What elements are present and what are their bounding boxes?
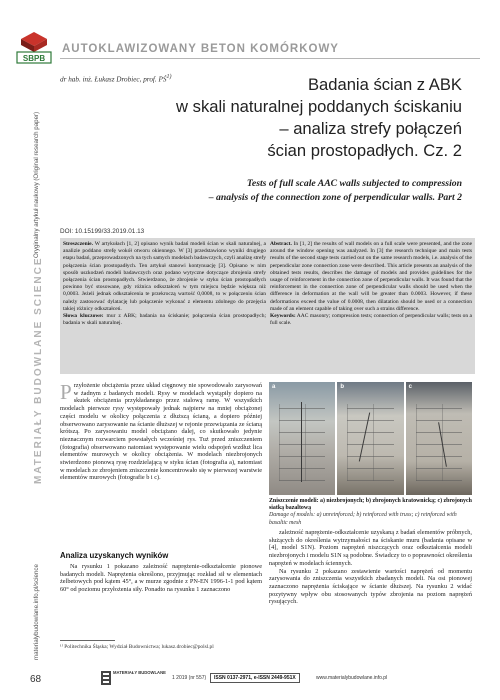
keywords-pl-text: mur z ABK; badania na ściskanie; połączenia ścian prostopadłych; badania w skali naturalnej. [63, 313, 266, 327]
caption-en: Damage of models: a) unreinforced; b) reinforced with truss; c) reinforced with basaltic mesh [269, 512, 457, 526]
keywords-en-text: AAC masonry; compression tests; connection of perpendicular walls; tests on a full scale. [270, 313, 472, 327]
photo-basalt-mesh-reinforced [406, 382, 472, 495]
title-pl-line: Badania ścian z ABK [307, 75, 462, 94]
footer-issue: 1 2019 (nr 557) [172, 675, 207, 681]
abstract-en-text: In [1, 2] the results of wall models on a full scale were presented, and the zone around the window opening was analyzed. In [3] the research technique and main tests results of the second stage tests carried out on the same research models, i.e. analysis of the perpendicular zone connection zone were described. This article presents an analysis of the obtained tests results, describes the damage of models and provides guidelines for the usage of reinforcement in the connection zone of perpendicular walls. It was found that the reinforcement in the connection zone of perpendicular walls should be used when the difference in deformation at the wall will be greater than 0.0003. However, if these deformations exceed the value of 0.0008, then dilatation should be used or a connection made of an element capable of taking over such a strains difference. [270, 241, 473, 312]
body-right-column [269, 529, 472, 606]
keywords-pl-label: Słowa kluczowe: [63, 313, 104, 320]
title-pl-line: ścian prostopadłych. Cz. 2 [267, 141, 462, 160]
article-authors: dr hab. inż. Łukasz Drobiec, prof. PŚ$^{1)}$ [60, 74, 172, 84]
footer-logo-text: MATERIAŁY BUDOWLANE [113, 670, 166, 675]
body-paragraph: Na rysunku 1 pokazano zależność naprężenie-odkształcenie pionowe badanych modeli. Naprężenia określono, przyjmując rozkład sił w elementach żelbetowych pod kątem 45°, a w murze zgodnie z PN-EN 1996-1-1 pod kątem 60° od poziomu przyłożenia siły. Ponadto na rysunku 1 zaznaczono [60, 563, 262, 594]
masonry-texture [416, 404, 462, 481]
masonry-texture [279, 404, 325, 481]
abstract-box [60, 238, 475, 374]
sbpb-logo-icon [14, 30, 54, 64]
page-number: 68 [30, 674, 42, 685]
title-en-line: – analysis of the connection zone of perpendicular walls. Part 2 [208, 192, 462, 203]
body-paragraph: Na rysunku 2 pokazano zestawienie wartości naprężeń od momentu zarysowania do zniszczenia wszystkich zbadanych modeli. Na osi pionowej zaznaczono naprężenia ściskające w ścianie dłuższej. Na rysunku 2 widać pozytywny wpływ obu stosowanych typów zbrojenia na poziom naprężeń rysujących. [269, 567, 472, 606]
photo-truss-reinforced [337, 382, 403, 495]
abstract-pl-text: W artykułach [1, 2] opisano wynik badań modeli ścian w skali naturalnej, a analizie poddano strefę wokół otworu okiennego. W [3] przedstawiono wyniki drugiego etapu badań, przeprowadzonych na tych samych modelach badawczych, czyli analizę strefy połączenia ścian prostopadłych. Ten artykuł stanowi kontynuację [3]. Opisano w nim sposób uszkodzeń modeli badawczych oraz podano wytyczne dotyczące zbrojenia strefy połączenia ścian prostopadłych. Stwierdzono, że zbrojenie w styku ścian prostopadłych powinno być stosowane, gdy różnica odkształceń w tym miejscu będzie większa niż 0,0003. Jeżeli jednak odkształcenia te przekroczą wartość 0,0008, to w połączeniu ścian należy zastosować dylatację lub połączenie wykonać z elementu zdolnego do przejęcia takiej różnicy odkształceń. [63, 241, 266, 312]
crack-line [301, 402, 302, 482]
abstract-en-label: Abstract. [270, 241, 292, 247]
article-title-en [60, 177, 462, 205]
body-paragraph: zależność naprężenie-odkształcenie uzyskaną z badań elementów próbnych, służących do określenia wytrzymałości na ściskanie muru (badania opisane w [4], model S1N). Poziom naprężeń niszczących oraz odkształcenia modeli niezbrojonych i modelu S1N są podobne. Świadczy to o poprawności określenia naprężeń w modelach ściennych. [269, 529, 472, 567]
abstract-en [270, 241, 472, 327]
photo-label: a [272, 384, 276, 390]
figure-photos [269, 382, 472, 495]
caption-pl: Zniszczenie modeli: a) niezbrojonych; b) zbrojonych kratownicką; c) zbrojonych siatką bazaltową [269, 498, 472, 512]
footer-website: www.materialybudowlane.info.pl [316, 675, 388, 681]
journal-name: MATERIAŁY BUDOWLANE SCIENCE [33, 256, 44, 484]
journal-url: materialybudowlane.info.pl/science [33, 564, 40, 660]
keywords-en-label: Keywords: [270, 313, 296, 320]
logo-text: SBPB [22, 54, 46, 63]
body-left-column [60, 382, 262, 482]
photo-label: c [408, 384, 412, 390]
section-header-title: AUTOKLAWIZOWANY BETON KOMÓRKOWY [62, 43, 339, 55]
figure-caption [269, 498, 472, 527]
title-en-line: Tests of full scale AAC walls subjected to compression [246, 178, 462, 189]
body-left-column-2 [60, 563, 262, 594]
title-pl-line: w skali naturalnej poddanych ściskaniu [176, 97, 462, 116]
section-heading: Analiza uzyskanych wyników [60, 551, 169, 560]
drop-cap: P [60, 380, 72, 404]
footnote-divider [60, 640, 115, 641]
title-pl-line: – analiza strefy połączeń [279, 119, 462, 138]
masonry-texture [347, 404, 393, 481]
doi: DOI: 10.15199/33.2019.01.13 [60, 228, 145, 235]
abstract-pl-label: Streszczenie. [63, 241, 93, 247]
body-paragraph: rzyłożenie obciążenia przez układ cięgnowy nie spowodowało zarysowań w żadnym z badanych modeli. Rysy w modelach wystąpiły dopiero na skutek obciążenia przykładanego przez stalową ramę. W wszystkich modelach pierwsze rysy występowały jednak najpierw na mniej obciążonej części modelu w okolicy połączenia z dłuższą ścianą, a dopiero później obserwowano zarysowanie na ścianie dłuższej w rejonie przewiązania ze ścianą krótszą. Po zarysowaniu model obciążano dalej, co skutkowało jedynie nieznacznym rozwarciem powstałych wcześniej rys. Tuż przed zniszczeniem (fotografia) obserwowano natomiast występowanie wielu odspojeń wzdłuż lica elementów murowych w okolicy obciążenia. W modelach niezbrojonych stwierdzono pionową rysę rozdzielającą w styku ścian (fotografia a), natomiast w modelach ze zbrojeniem zniszczenie koncentrowało się w pierwszej warstwie elementów murowych (fotografie b i c). [60, 382, 262, 482]
abstract-pl [63, 241, 266, 327]
footer-issn: ISSN 0137-2971, e-ISSN 2449-951X [210, 673, 300, 683]
footnote: ¹⁾ Politechnika Śląska; Wydział Budownictwa; lukasz.drobiec@polsl.pl [60, 644, 214, 650]
article-type-label: Oryginalny artykuł naukowy (Original research paper) [33, 111, 40, 258]
photo-unreinforced [269, 382, 335, 495]
article-title-pl [60, 74, 462, 162]
header-divider [60, 58, 480, 59]
photo-label: b [340, 384, 344, 390]
